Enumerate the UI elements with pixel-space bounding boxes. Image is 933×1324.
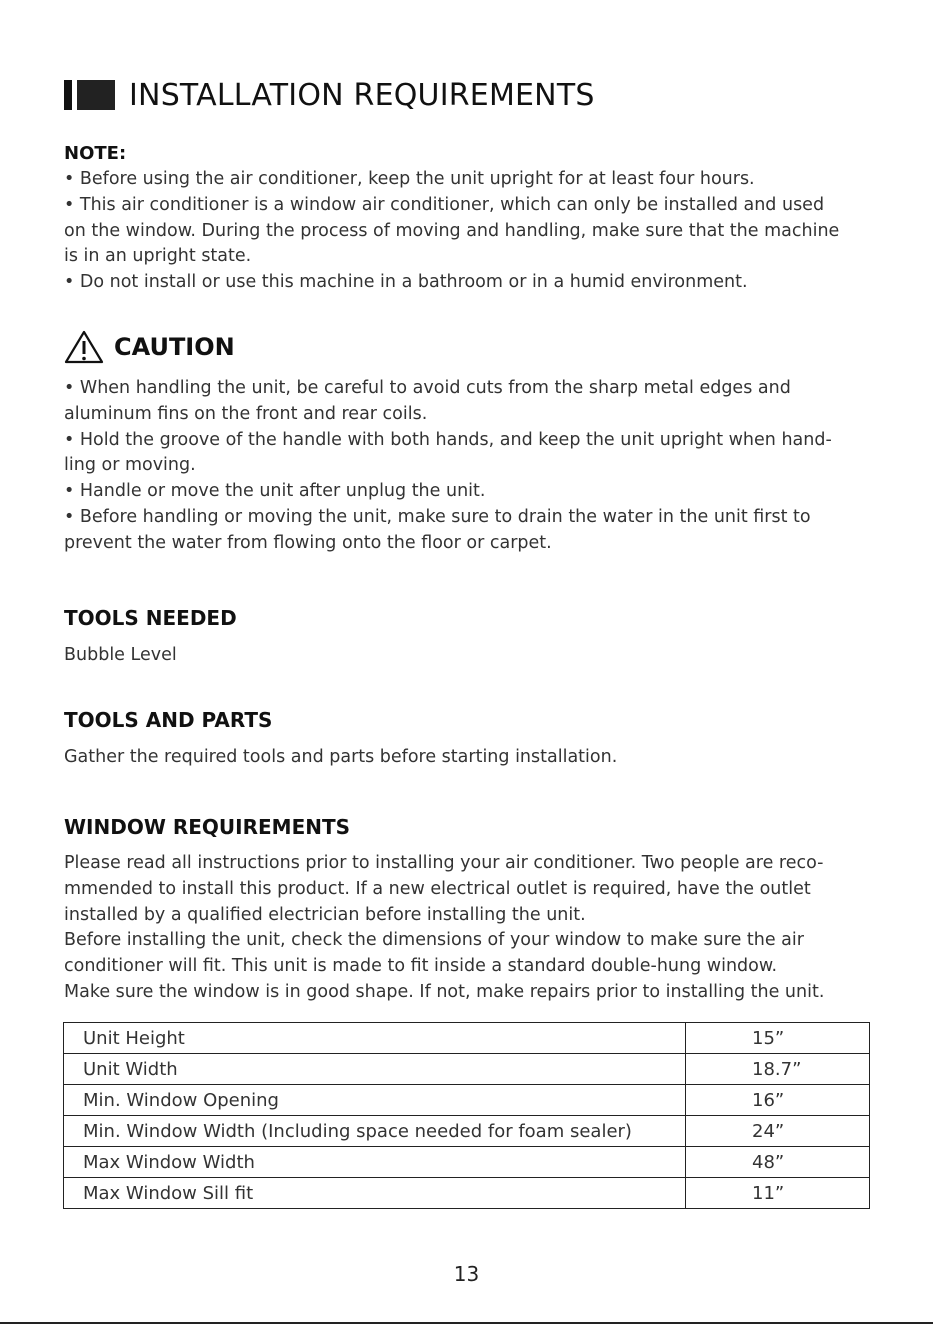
window-line: Before installing the unit, check the dimensions of your window to make sure the air [64,930,804,951]
spec-name: Min. Window Width (Including space needed for foam sealer) [64,1116,686,1147]
spec-value: 18.7” [686,1054,870,1085]
tools-needed-text [64,643,870,669]
page-title-text: INSTALLATION REQUIREMENTS [129,77,595,113]
note-line: • Before using the air conditioner, keep the unit upright for at least four hours. [64,169,755,189]
tools-needed-line: Bubble Level [64,645,177,665]
caution-heading-row [64,330,235,364]
caution-line: prevent the water from flowing onto the floor or carpet. [64,532,552,553]
spec-value: 24” [686,1116,870,1147]
window-line: Make sure the window is in good shape. If not, make repairs prior to installing the unit. [64,981,825,1002]
tools-and-parts-text [64,745,870,771]
spec-value: 11” [686,1178,870,1209]
title-marker [64,80,115,110]
note-line: • This air conditioner is a window air conditioner, which can only be installed and used [64,194,825,215]
table-row [64,1116,870,1147]
spec-value: 15” [686,1023,870,1054]
window-line: conditioner will fit. This unit is made to fit inside a standard double-hung window. [64,956,778,977]
window-requirements-body [64,851,870,1006]
tools-and-parts-line: Gather the required tools and parts before starting installation. [64,747,618,767]
window-line: mmended to install this product. If a new electrical outlet is required, have the outlet [64,878,811,899]
table-row [64,1085,870,1116]
caution-line: • Handle or move the unit after unplug the unit. [64,481,486,502]
dimensions-table [63,1022,870,1209]
note-body [64,167,870,296]
table-row [64,1023,870,1054]
note-heading: NOTE: [64,143,127,164]
window-line: installed by a qualified electrician before installing the unit. [64,904,586,925]
spec-name: Max Window Width [64,1147,686,1178]
tools-needed-heading: TOOLS NEEDED [64,606,237,630]
page-title [64,76,595,114]
spec-value: 48” [686,1147,870,1178]
spec-name: Max Window Sill fit [64,1178,686,1209]
table-row [64,1147,870,1178]
spec-name: Unit Height [64,1023,686,1054]
spec-name: Min. Window Opening [64,1085,686,1116]
caution-heading: CAUTION [114,333,235,361]
spec-value: 16” [686,1085,870,1116]
table-row [64,1054,870,1085]
table-row [64,1178,870,1209]
window-requirements-heading: WINDOW REQUIREMENTS [64,815,351,839]
caution-line: • Before handling or moving the unit, make sure to drain the water in the unit first to [64,506,811,527]
caution-body [64,376,870,557]
page-number: 13 [453,1262,480,1286]
note-line: is in an upright state. [64,246,252,267]
tools-and-parts-heading: TOOLS AND PARTS [64,708,273,732]
warning-triangle-icon [64,330,104,364]
caution-line: • Hold the groove of the handle with both hands, and keep the unit upright when hand- [64,429,832,450]
caution-line: • When handling the unit, be careful to avoid cuts from the sharp metal edges and [64,378,791,398]
caution-line: aluminum fins on the front and rear coils. [64,403,428,424]
spec-name: Unit Width [64,1054,686,1085]
note-line: on the window. During the process of moving and handling, make sure that the machine [64,220,840,241]
window-line: Please read all instructions prior to installing your air conditioner. Two people are reco- [64,853,824,873]
note-line: • Do not install or use this machine in a bathroom or in a humid environment. [64,272,748,293]
caution-line: ling or moving. [64,455,196,476]
